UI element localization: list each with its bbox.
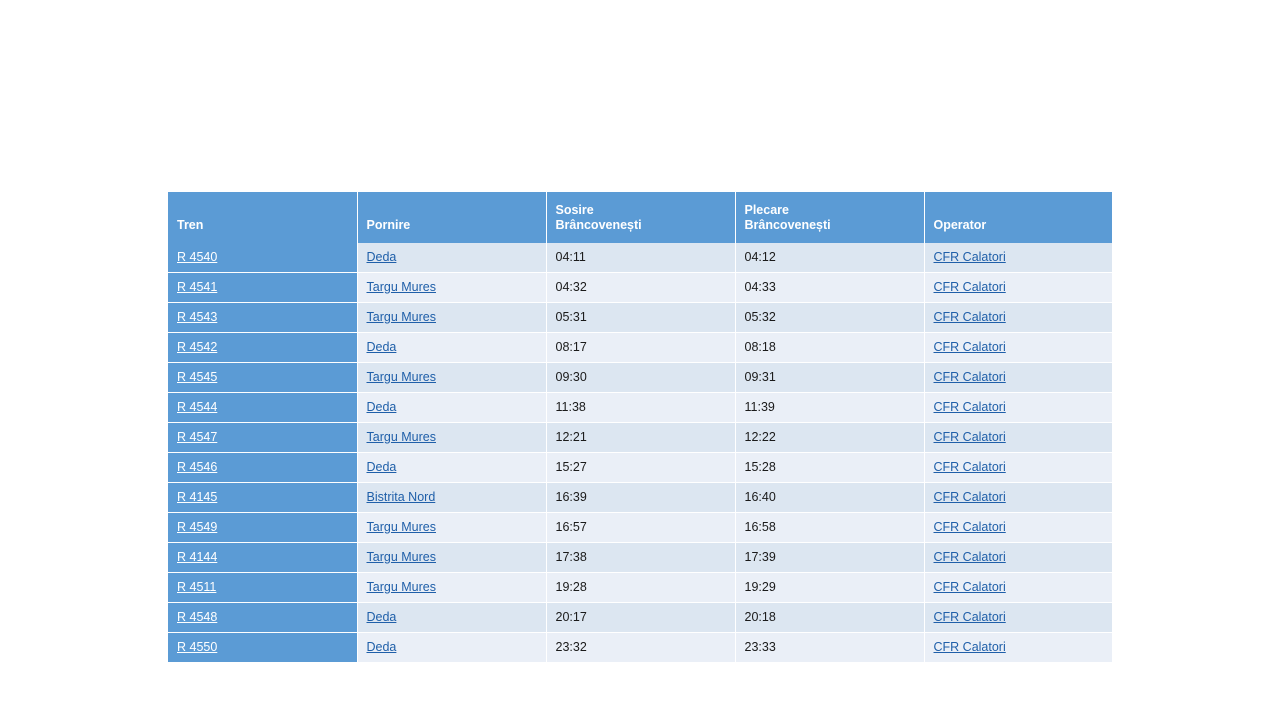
cell-operator (924, 603, 1112, 633)
cell-pornire (357, 573, 546, 603)
train-link[interactable]: R 4145 (177, 490, 218, 504)
cell-pornire (357, 273, 546, 303)
table-row (168, 633, 1112, 663)
table-row (168, 423, 1112, 453)
cell-pornire (357, 363, 546, 393)
cell-sosire: 05:31 (546, 303, 735, 333)
cell-operator (924, 393, 1112, 423)
cell-sosire: 20:17 (546, 603, 735, 633)
train-link[interactable]: R 4511 (177, 580, 217, 594)
column-header-operator (924, 192, 1112, 243)
operator-link[interactable]: CFR Calatori (933, 370, 1006, 384)
table-row (168, 543, 1112, 573)
table-row (168, 363, 1112, 393)
cell-pornire (357, 543, 546, 573)
operator-link[interactable]: CFR Calatori (933, 280, 1006, 294)
cell-tren (168, 483, 357, 513)
train-link[interactable]: R 4546 (177, 460, 218, 474)
operator-link[interactable]: CFR Calatori (933, 610, 1006, 624)
cell-pornire (357, 393, 546, 423)
cell-operator (924, 333, 1112, 363)
column-header-sosire-line1: Sosire (555, 202, 594, 217)
operator-link[interactable]: CFR Calatori (933, 550, 1006, 564)
operator-link[interactable]: CFR Calatori (933, 340, 1006, 354)
cell-plecare: 23:33 (735, 633, 924, 663)
cell-sosire: 16:39 (546, 483, 735, 513)
cell-plecare: 09:31 (735, 363, 924, 393)
cell-operator (924, 423, 1112, 453)
train-link[interactable]: R 4542 (177, 340, 218, 354)
cell-tren (168, 633, 357, 663)
cell-plecare: 15:28 (735, 453, 924, 483)
column-header-tren (168, 192, 357, 243)
cell-sosire: 15:27 (546, 453, 735, 483)
cell-operator (924, 363, 1112, 393)
cell-plecare: 16:40 (735, 483, 924, 513)
cell-operator (924, 633, 1112, 663)
column-header-plecare (735, 192, 924, 243)
table-row (168, 333, 1112, 363)
origin-link[interactable]: Deda (366, 640, 397, 654)
cell-tren (168, 333, 357, 363)
origin-link[interactable]: Targu Mures (366, 580, 436, 594)
cell-operator (924, 483, 1112, 513)
table-row (168, 573, 1112, 603)
table-row (168, 453, 1112, 483)
cell-sosire: 23:32 (546, 633, 735, 663)
cell-sosire: 11:38 (546, 393, 735, 423)
train-link[interactable]: R 4544 (177, 400, 218, 414)
cell-tren (168, 453, 357, 483)
origin-link[interactable]: Deda (366, 460, 397, 474)
cell-tren (168, 513, 357, 543)
cell-operator (924, 303, 1112, 333)
train-link[interactable]: R 4547 (177, 430, 218, 444)
operator-link[interactable]: CFR Calatori (933, 490, 1006, 504)
cell-pornire (357, 423, 546, 453)
column-header-tren-line1: Tren (177, 218, 204, 233)
cell-operator (924, 513, 1112, 543)
train-link[interactable]: R 4549 (177, 520, 218, 534)
table-header (168, 192, 1112, 243)
cell-sosire: 04:32 (546, 273, 735, 303)
train-link[interactable]: R 4144 (177, 550, 218, 564)
cell-plecare: 19:29 (735, 573, 924, 603)
origin-link[interactable]: Deda (366, 340, 397, 354)
operator-link[interactable]: CFR Calatori (933, 520, 1006, 534)
column-header-pornire (357, 192, 546, 243)
cell-operator (924, 273, 1112, 303)
cell-tren (168, 363, 357, 393)
cell-tren (168, 243, 357, 273)
cell-sosire: 19:28 (546, 573, 735, 603)
cell-tren (168, 303, 357, 333)
cell-sosire: 04:11 (546, 243, 735, 273)
cell-tren (168, 423, 357, 453)
cell-tren (168, 393, 357, 423)
origin-link[interactable]: Targu Mures (366, 280, 436, 294)
table-row (168, 273, 1112, 303)
cell-operator (924, 573, 1112, 603)
origin-link[interactable]: Targu Mures (366, 310, 436, 324)
cell-pornire (357, 633, 546, 663)
cell-pornire (357, 303, 546, 333)
column-header-operator-line1: Operator (933, 218, 987, 233)
cell-plecare: 08:18 (735, 333, 924, 363)
cell-pornire (357, 453, 546, 483)
train-link[interactable]: R 4543 (177, 310, 218, 324)
cell-sosire: 17:38 (546, 543, 735, 573)
train-link[interactable]: R 4548 (177, 610, 218, 624)
origin-link[interactable]: Targu Mures (366, 520, 436, 534)
column-header-plecare-line1: Plecare (744, 202, 789, 217)
column-header-sosire-line2: Brâncovenești (555, 218, 642, 233)
cell-tren (168, 603, 357, 633)
operator-link[interactable]: CFR Calatori (933, 250, 1006, 264)
cell-tren (168, 273, 357, 303)
table-row (168, 303, 1112, 333)
cell-plecare: 17:39 (735, 543, 924, 573)
origin-link[interactable]: Targu Mures (366, 430, 436, 444)
cell-sosire: 08:17 (546, 333, 735, 363)
train-link[interactable]: R 4545 (177, 370, 218, 384)
cell-pornire (357, 333, 546, 363)
cell-operator (924, 243, 1112, 273)
table-row (168, 393, 1112, 423)
cell-pornire (357, 513, 546, 543)
cell-sosire: 16:57 (546, 513, 735, 543)
origin-link[interactable]: Deda (366, 250, 397, 264)
cell-tren (168, 573, 357, 603)
origin-link[interactable]: Targu Mures (366, 550, 436, 564)
cell-pornire (357, 483, 546, 513)
operator-link[interactable]: CFR Calatori (933, 430, 1006, 444)
cell-pornire (357, 603, 546, 633)
cell-plecare: 20:18 (735, 603, 924, 633)
origin-link[interactable]: Deda (366, 400, 397, 414)
cell-plecare: 12:22 (735, 423, 924, 453)
operator-link[interactable]: CFR Calatori (933, 580, 1006, 594)
column-header-sosire (546, 192, 735, 243)
cell-operator (924, 543, 1112, 573)
cell-sosire: 09:30 (546, 363, 735, 393)
cell-pornire (357, 243, 546, 273)
column-header-plecare-line2: Brâncovenești (744, 218, 831, 233)
train-link[interactable]: R 4540 (177, 250, 218, 264)
cell-tren (168, 543, 357, 573)
origin-link[interactable]: Bistrita Nord (366, 490, 436, 504)
table-body (168, 243, 1112, 663)
operator-link[interactable]: CFR Calatori (933, 460, 1006, 474)
table-row (168, 483, 1112, 513)
table-row (168, 243, 1112, 273)
cell-sosire: 12:21 (546, 423, 735, 453)
cell-plecare: 04:12 (735, 243, 924, 273)
cell-plecare: 05:32 (735, 303, 924, 333)
train-link[interactable]: R 4541 (177, 280, 218, 294)
timetable-container (168, 192, 1112, 663)
origin-link[interactable]: Targu Mures (366, 370, 436, 384)
cell-plecare: 11:39 (735, 393, 924, 423)
operator-link[interactable]: CFR Calatori (933, 310, 1006, 324)
cell-operator (924, 453, 1112, 483)
cell-plecare: 16:58 (735, 513, 924, 543)
train-timetable (168, 192, 1112, 663)
origin-link[interactable]: Deda (366, 610, 397, 624)
train-link[interactable]: R 4550 (177, 640, 218, 654)
cell-plecare: 04:33 (735, 273, 924, 303)
table-row (168, 513, 1112, 543)
table-row (168, 603, 1112, 633)
operator-link[interactable]: CFR Calatori (933, 400, 1006, 414)
column-header-pornire-line1: Pornire (366, 218, 411, 233)
table-header-row (168, 192, 1112, 243)
operator-link[interactable]: CFR Calatori (933, 640, 1006, 654)
